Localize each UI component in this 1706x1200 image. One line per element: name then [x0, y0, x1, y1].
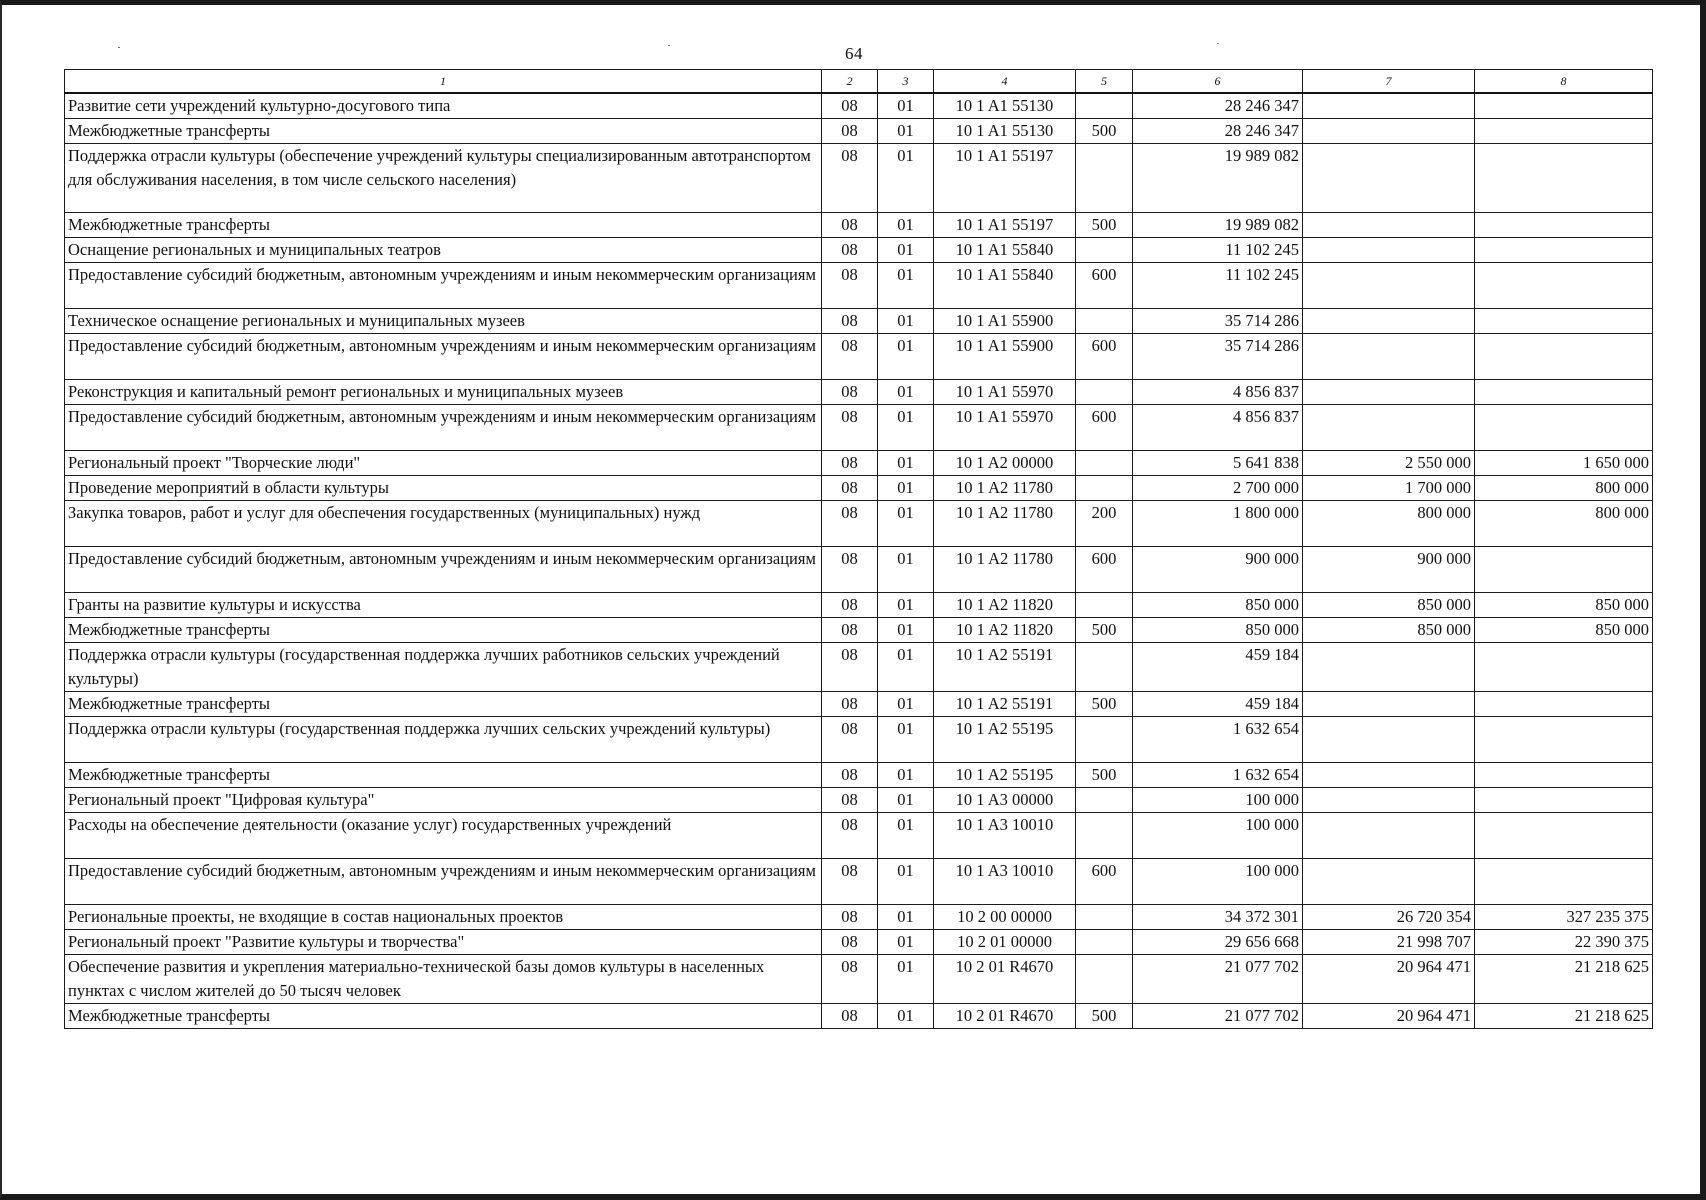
- amount-col7-cell: 21 998 707: [1303, 930, 1475, 955]
- amount-col8-cell: [1475, 144, 1653, 213]
- subsection-code-cell: 01: [878, 717, 934, 763]
- table-row: [65, 263, 1653, 309]
- amount-col7-cell: 26 720 354: [1303, 905, 1475, 930]
- table-row: [65, 547, 1653, 593]
- target-article-cell: 10 2 01 R4670: [934, 955, 1076, 1004]
- table-row: [65, 238, 1653, 263]
- amount-col8-cell: 800 000: [1475, 476, 1653, 501]
- amount-col8-cell: 21 218 625: [1475, 1004, 1653, 1029]
- amount-col6-cell: 19 989 082: [1133, 144, 1303, 213]
- amount-col8-cell: [1475, 405, 1653, 451]
- target-article-cell: 10 1 A2 11780: [934, 476, 1076, 501]
- subsection-code-cell: 01: [878, 955, 934, 1004]
- amount-col8-cell: [1475, 213, 1653, 238]
- subsection-code-cell: 01: [878, 93, 934, 119]
- section-code-cell: 08: [822, 930, 878, 955]
- scan-speck: [1217, 43, 1219, 44]
- amount-col7-cell: [1303, 692, 1475, 717]
- section-code-cell: 08: [822, 144, 878, 213]
- row-name-cell: Предоставление субсидий бюджетным, автономным учреждениям и иным некоммерческим организациям: [65, 547, 822, 593]
- expense-type-cell: [1076, 451, 1133, 476]
- target-article-cell: 10 2 00 00000: [934, 905, 1076, 930]
- subsection-code-cell: 01: [878, 119, 934, 144]
- section-code-cell: 08: [822, 238, 878, 263]
- row-name-cell: Межбюджетные трансферты: [65, 763, 822, 788]
- amount-col6-cell: 29 656 668: [1133, 930, 1303, 955]
- amount-col8-cell: [1475, 334, 1653, 380]
- section-code-cell: 08: [822, 859, 878, 905]
- amount-col8-cell: [1475, 263, 1653, 309]
- amount-col6-cell: 100 000: [1133, 813, 1303, 859]
- target-article-cell: 10 2 01 R4670: [934, 1004, 1076, 1029]
- column-header: 7: [1303, 70, 1475, 94]
- amount-col7-cell: 850 000: [1303, 618, 1475, 643]
- expense-type-cell: [1076, 380, 1133, 405]
- row-name-cell: Региональный проект "Цифровая культура": [65, 788, 822, 813]
- expense-type-cell: [1076, 476, 1133, 501]
- amount-col7-cell: [1303, 119, 1475, 144]
- amount-col6-cell: 459 184: [1133, 643, 1303, 692]
- target-article-cell: 10 1 A2 11780: [934, 547, 1076, 593]
- target-article-cell: 10 1 A2 55191: [934, 643, 1076, 692]
- section-code-cell: 08: [822, 547, 878, 593]
- amount-col7-cell: [1303, 334, 1475, 380]
- amount-col8-cell: [1475, 763, 1653, 788]
- subsection-code-cell: 01: [878, 1004, 934, 1029]
- section-code-cell: 08: [822, 618, 878, 643]
- expense-type-cell: [1076, 93, 1133, 119]
- amount-col6-cell: 5 641 838: [1133, 451, 1303, 476]
- row-name-cell: Предоставление субсидий бюджетным, автономным учреждениям и иным некоммерческим организациям: [65, 334, 822, 380]
- amount-col6-cell: 35 714 286: [1133, 334, 1303, 380]
- amount-col7-cell: [1303, 788, 1475, 813]
- section-code-cell: 08: [822, 405, 878, 451]
- section-code-cell: 08: [822, 334, 878, 380]
- amount-col6-cell: 1 632 654: [1133, 717, 1303, 763]
- table-row: [65, 1004, 1653, 1029]
- expense-type-cell: 600: [1076, 334, 1133, 380]
- column-header: 8: [1475, 70, 1653, 94]
- expense-type-cell: 500: [1076, 692, 1133, 717]
- amount-col7-cell: 20 964 471: [1303, 1004, 1475, 1029]
- section-code-cell: 08: [822, 692, 878, 717]
- row-name-cell: Поддержка отрасли культуры (государственная поддержка лучших работников сельских учреждений культуры): [65, 643, 822, 692]
- section-code-cell: 08: [822, 263, 878, 309]
- subsection-code-cell: 01: [878, 930, 934, 955]
- expense-type-cell: 500: [1076, 763, 1133, 788]
- table-row: [65, 763, 1653, 788]
- amount-col6-cell: 21 077 702: [1133, 1004, 1303, 1029]
- target-article-cell: 10 1 A2 55195: [934, 763, 1076, 788]
- target-article-cell: 10 1 A1 55197: [934, 144, 1076, 213]
- subsection-code-cell: 01: [878, 238, 934, 263]
- row-name-cell: Предоставление субсидий бюджетным, автономным учреждениям и иным некоммерческим организациям: [65, 405, 822, 451]
- amount-col7-cell: 20 964 471: [1303, 955, 1475, 1004]
- amount-col8-cell: [1475, 717, 1653, 763]
- expense-type-cell: 200: [1076, 501, 1133, 547]
- table-header-row: [65, 70, 1653, 94]
- expense-type-cell: [1076, 813, 1133, 859]
- amount-col6-cell: 1 632 654: [1133, 763, 1303, 788]
- target-article-cell: 10 1 A1 55900: [934, 309, 1076, 334]
- section-code-cell: 08: [822, 501, 878, 547]
- expense-type-cell: [1076, 788, 1133, 813]
- section-code-cell: 08: [822, 1004, 878, 1029]
- amount-col6-cell: 21 077 702: [1133, 955, 1303, 1004]
- target-article-cell: 10 1 A1 55130: [934, 119, 1076, 144]
- amount-col8-cell: 327 235 375: [1475, 905, 1653, 930]
- amount-col6-cell: 100 000: [1133, 859, 1303, 905]
- column-header: 3: [878, 70, 934, 94]
- row-name-cell: Расходы на обеспечение деятельности (оказание услуг) государственных учреждений: [65, 813, 822, 859]
- section-code-cell: 08: [822, 93, 878, 119]
- subsection-code-cell: 01: [878, 547, 934, 593]
- scan-speck: [668, 45, 670, 46]
- amount-col8-cell: [1475, 380, 1653, 405]
- section-code-cell: 08: [822, 119, 878, 144]
- row-name-cell: Межбюджетные трансферты: [65, 618, 822, 643]
- amount-col6-cell: 900 000: [1133, 547, 1303, 593]
- expense-type-cell: [1076, 717, 1133, 763]
- table-row: [65, 476, 1653, 501]
- target-article-cell: 10 1 A1 55900: [934, 334, 1076, 380]
- expense-type-cell: 500: [1076, 618, 1133, 643]
- subsection-code-cell: 01: [878, 593, 934, 618]
- amount-col8-cell: [1475, 643, 1653, 692]
- table-row: [65, 451, 1653, 476]
- table-row: [65, 334, 1653, 380]
- subsection-code-cell: 01: [878, 763, 934, 788]
- section-code-cell: 08: [822, 309, 878, 334]
- row-name-cell: Региональные проекты, не входящие в состав национальных проектов: [65, 905, 822, 930]
- amount-col7-cell: [1303, 380, 1475, 405]
- amount-col8-cell: [1475, 93, 1653, 119]
- subsection-code-cell: 01: [878, 334, 934, 380]
- row-name-cell: Поддержка отрасли культуры (обеспечение учреждений культуры специализированным автотранспортом для обслуживания населения, в том числе сельского населения): [65, 144, 822, 213]
- table-row: [65, 692, 1653, 717]
- table-row: [65, 643, 1653, 692]
- row-name-cell: Развитие сети учреждений культурно-досугового типа: [65, 93, 822, 119]
- subsection-code-cell: 01: [878, 501, 934, 547]
- row-name-cell: Межбюджетные трансферты: [65, 119, 822, 144]
- section-code-cell: 08: [822, 593, 878, 618]
- amount-col8-cell: 800 000: [1475, 501, 1653, 547]
- amount-col7-cell: [1303, 763, 1475, 788]
- section-code-cell: 08: [822, 213, 878, 238]
- amount-col6-cell: 850 000: [1133, 593, 1303, 618]
- amount-col7-cell: [1303, 144, 1475, 213]
- row-name-cell: Предоставление субсидий бюджетным, автономным учреждениям и иным некоммерческим организациям: [65, 859, 822, 905]
- row-name-cell: Техническое оснащение региональных и муниципальных музеев: [65, 309, 822, 334]
- target-article-cell: 10 1 A1 55197: [934, 213, 1076, 238]
- expense-type-cell: [1076, 955, 1133, 1004]
- table-row: [65, 813, 1653, 859]
- row-name-cell: Гранты на развитие культуры и искусства: [65, 593, 822, 618]
- expense-type-cell: 500: [1076, 213, 1133, 238]
- amount-col6-cell: 4 856 837: [1133, 380, 1303, 405]
- amount-col8-cell: [1475, 788, 1653, 813]
- subsection-code-cell: 01: [878, 263, 934, 309]
- amount-col6-cell: 4 856 837: [1133, 405, 1303, 451]
- row-name-cell: Обеспечение развития и укрепления материально-технической базы домов культуры в населенных пунктах с числом жителей до 50 тысяч человек: [65, 955, 822, 1004]
- table-row: [65, 717, 1653, 763]
- amount-col7-cell: [1303, 263, 1475, 309]
- row-name-cell: Реконструкция и капитальный ремонт региональных и муниципальных музеев: [65, 380, 822, 405]
- section-code-cell: 08: [822, 763, 878, 788]
- row-name-cell: Региональный проект "Творческие люди": [65, 451, 822, 476]
- target-article-cell: 10 1 A2 11780: [934, 501, 1076, 547]
- amount-col7-cell: [1303, 238, 1475, 263]
- expense-type-cell: [1076, 930, 1133, 955]
- amount-col6-cell: 28 246 347: [1133, 93, 1303, 119]
- expense-type-cell: 500: [1076, 119, 1133, 144]
- amount-col7-cell: [1303, 859, 1475, 905]
- table-row: [65, 788, 1653, 813]
- target-article-cell: 10 1 A1 55970: [934, 380, 1076, 405]
- subsection-code-cell: 01: [878, 813, 934, 859]
- amount-col8-cell: 1 650 000: [1475, 451, 1653, 476]
- amount-col7-cell: [1303, 717, 1475, 763]
- target-article-cell: 10 1 A1 55130: [934, 93, 1076, 119]
- row-name-cell: Предоставление субсидий бюджетным, автономным учреждениям и иным некоммерческим организациям: [65, 263, 822, 309]
- amount-col7-cell: [1303, 405, 1475, 451]
- amount-col8-cell: 850 000: [1475, 618, 1653, 643]
- row-name-cell: Проведение мероприятий в области культуры: [65, 476, 822, 501]
- budget-table: [64, 69, 1653, 1029]
- amount-col7-cell: 800 000: [1303, 501, 1475, 547]
- table-row: [65, 213, 1653, 238]
- table-row: [65, 119, 1653, 144]
- target-article-cell: 10 1 A1 55970: [934, 405, 1076, 451]
- row-name-cell: Закупка товаров, работ и услуг для обеспечения государственных (муниципальных) нужд: [65, 501, 822, 547]
- table-row: [65, 309, 1653, 334]
- expense-type-cell: 600: [1076, 859, 1133, 905]
- table-row: [65, 930, 1653, 955]
- target-article-cell: 10 1 A2 11820: [934, 593, 1076, 618]
- amount-col6-cell: 28 246 347: [1133, 119, 1303, 144]
- target-article-cell: 10 1 A2 55191: [934, 692, 1076, 717]
- table-row: [65, 144, 1653, 213]
- column-header: 1: [65, 70, 822, 94]
- amount-col8-cell: [1475, 813, 1653, 859]
- amount-col7-cell: [1303, 309, 1475, 334]
- table-row: [65, 405, 1653, 451]
- target-article-cell: 10 2 01 00000: [934, 930, 1076, 955]
- table-row: [65, 380, 1653, 405]
- amount-col6-cell: 19 989 082: [1133, 213, 1303, 238]
- expense-type-cell: [1076, 144, 1133, 213]
- target-article-cell: 10 1 A3 10010: [934, 813, 1076, 859]
- amount-col8-cell: [1475, 309, 1653, 334]
- section-code-cell: 08: [822, 955, 878, 1004]
- page-number: 64: [845, 44, 863, 63]
- amount-col8-cell: 850 000: [1475, 593, 1653, 618]
- scan-speck: [118, 47, 120, 48]
- subsection-code-cell: 01: [878, 859, 934, 905]
- target-article-cell: 10 1 A1 55840: [934, 238, 1076, 263]
- section-code-cell: 08: [822, 476, 878, 501]
- expense-type-cell: 600: [1076, 547, 1133, 593]
- section-code-cell: 08: [822, 451, 878, 476]
- row-name-cell: Поддержка отрасли культуры (государственная поддержка лучших сельских учреждений культуры): [65, 717, 822, 763]
- row-name-cell: Оснащение региональных и муниципальных театров: [65, 238, 822, 263]
- expense-type-cell: [1076, 643, 1133, 692]
- table-row: [65, 905, 1653, 930]
- amount-col6-cell: 2 700 000: [1133, 476, 1303, 501]
- target-article-cell: 10 1 A3 00000: [934, 788, 1076, 813]
- expense-type-cell: 600: [1076, 263, 1133, 309]
- row-name-cell: Региональный проект "Развитие культуры и творчества": [65, 930, 822, 955]
- table-row: [65, 955, 1653, 1004]
- expense-type-cell: [1076, 238, 1133, 263]
- target-article-cell: 10 1 A3 10010: [934, 859, 1076, 905]
- section-code-cell: 08: [822, 813, 878, 859]
- expense-type-cell: [1076, 905, 1133, 930]
- amount-col7-cell: 850 000: [1303, 593, 1475, 618]
- target-article-cell: 10 1 A2 55195: [934, 717, 1076, 763]
- amount-col8-cell: [1475, 547, 1653, 593]
- table-row: [65, 859, 1653, 905]
- amount-col8-cell: 22 390 375: [1475, 930, 1653, 955]
- expense-type-cell: 500: [1076, 1004, 1133, 1029]
- section-code-cell: 08: [822, 788, 878, 813]
- amount-col6-cell: 34 372 301: [1133, 905, 1303, 930]
- table-body: [65, 93, 1653, 1029]
- table-row: [65, 93, 1653, 119]
- row-name-cell: Межбюджетные трансферты: [65, 692, 822, 717]
- subsection-code-cell: 01: [878, 309, 934, 334]
- amount-col7-cell: [1303, 643, 1475, 692]
- column-header: 2: [822, 70, 878, 94]
- amount-col7-cell: 2 550 000: [1303, 451, 1475, 476]
- table-row: [65, 618, 1653, 643]
- table-row: [65, 593, 1653, 618]
- section-code-cell: 08: [822, 905, 878, 930]
- target-article-cell: 10 1 A1 55840: [934, 263, 1076, 309]
- amount-col8-cell: [1475, 119, 1653, 144]
- table-row: [65, 501, 1653, 547]
- column-header: 6: [1133, 70, 1303, 94]
- subsection-code-cell: 01: [878, 405, 934, 451]
- amount-col7-cell: [1303, 93, 1475, 119]
- amount-col7-cell: 1 700 000: [1303, 476, 1475, 501]
- expense-type-cell: 600: [1076, 405, 1133, 451]
- subsection-code-cell: 01: [878, 144, 934, 213]
- subsection-code-cell: 01: [878, 451, 934, 476]
- amount-col6-cell: 100 000: [1133, 788, 1303, 813]
- section-code-cell: 08: [822, 380, 878, 405]
- subsection-code-cell: 01: [878, 618, 934, 643]
- amount-col7-cell: 900 000: [1303, 547, 1475, 593]
- amount-col7-cell: [1303, 813, 1475, 859]
- subsection-code-cell: 01: [878, 692, 934, 717]
- amount-col8-cell: [1475, 859, 1653, 905]
- target-article-cell: 10 1 A2 11820: [934, 618, 1076, 643]
- section-code-cell: 08: [822, 717, 878, 763]
- amount-col8-cell: 21 218 625: [1475, 955, 1653, 1004]
- amount-col6-cell: 459 184: [1133, 692, 1303, 717]
- amount-col6-cell: 11 102 245: [1133, 263, 1303, 309]
- amount-col6-cell: 35 714 286: [1133, 309, 1303, 334]
- subsection-code-cell: 01: [878, 476, 934, 501]
- column-header: 5: [1076, 70, 1133, 94]
- amount-col8-cell: [1475, 238, 1653, 263]
- target-article-cell: 10 1 A2 00000: [934, 451, 1076, 476]
- subsection-code-cell: 01: [878, 380, 934, 405]
- amount-col8-cell: [1475, 692, 1653, 717]
- amount-col6-cell: 850 000: [1133, 618, 1303, 643]
- section-code-cell: 08: [822, 643, 878, 692]
- column-header: 4: [934, 70, 1076, 94]
- expense-type-cell: [1076, 309, 1133, 334]
- subsection-code-cell: 01: [878, 643, 934, 692]
- amount-col6-cell: 11 102 245: [1133, 238, 1303, 263]
- subsection-code-cell: 01: [878, 788, 934, 813]
- row-name-cell: Межбюджетные трансферты: [65, 1004, 822, 1029]
- amount-col6-cell: 1 800 000: [1133, 501, 1303, 547]
- subsection-code-cell: 01: [878, 213, 934, 238]
- expense-type-cell: [1076, 593, 1133, 618]
- subsection-code-cell: 01: [878, 905, 934, 930]
- amount-col7-cell: [1303, 213, 1475, 238]
- row-name-cell: Межбюджетные трансферты: [65, 213, 822, 238]
